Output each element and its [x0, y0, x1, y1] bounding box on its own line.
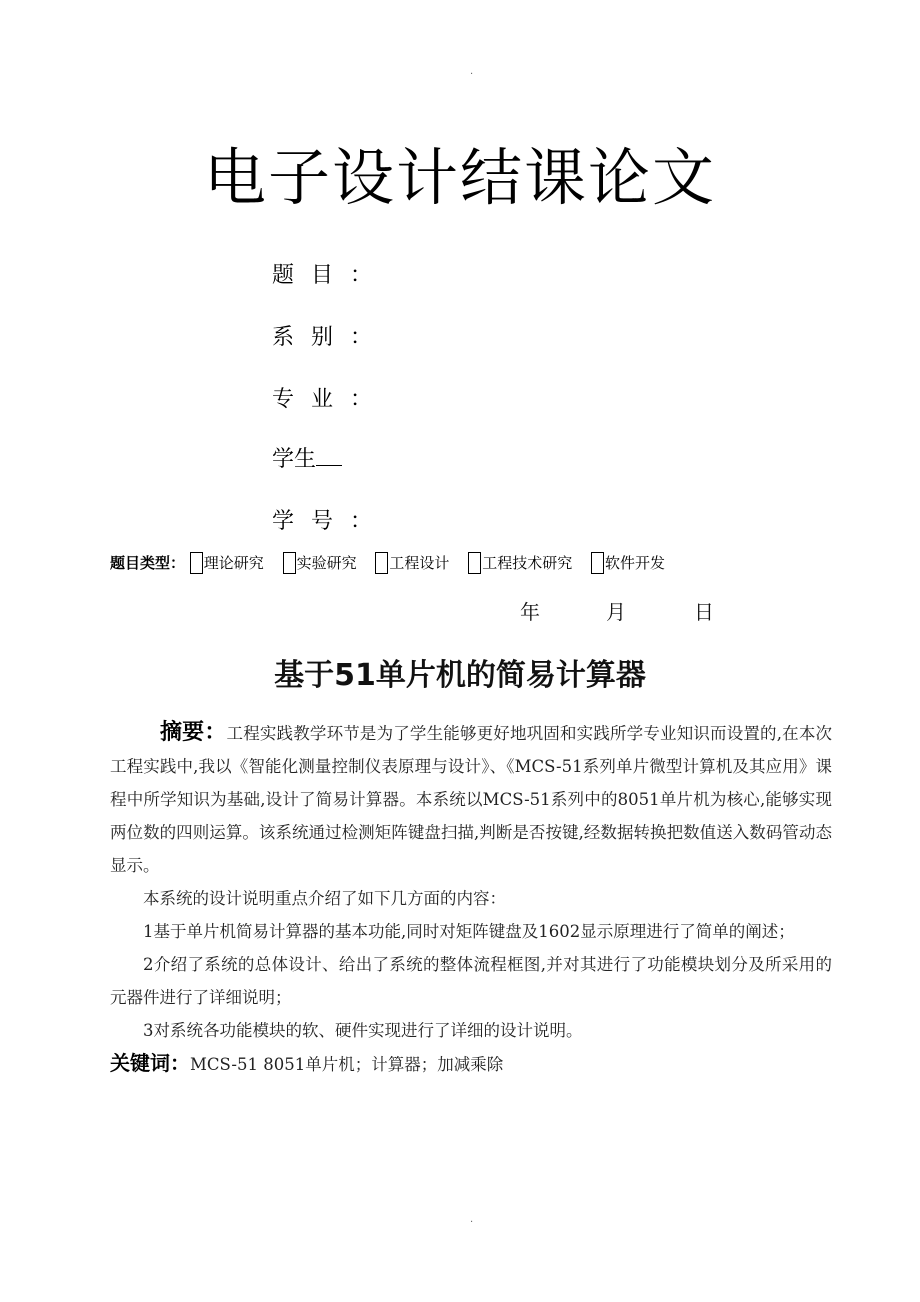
checkbox-icon[interactable] [591, 552, 604, 574]
design-point-1: 1基于单片机简易计算器的基本功能,同时对矩阵键盘及1602显示原理进行了简单的阐述； [143, 922, 795, 941]
checkbox-icon[interactable] [375, 552, 388, 574]
page-marker-bottom: . [470, 1214, 474, 1225]
cover-title: 电子设计结课论文 [203, 141, 716, 214]
design-point-3: 3对系统各功能模块的软、硬件实现进行了详细的设计说明。 [143, 1021, 583, 1040]
date-year: 年 [520, 600, 540, 624]
date-month: 月 [606, 600, 626, 624]
checkbox-icon[interactable] [190, 552, 203, 574]
topic-type-row [110, 552, 679, 574]
type-option-software[interactable]: 软件开发 [591, 552, 665, 574]
field-major: 专业： [272, 387, 372, 412]
keywords-line [110, 1047, 832, 1081]
design-point-2: 2介绍了系统的总体设计、给出了系统的整体流程框图,并对其进行了功能模块划分及所采用的元器件进行了详细说明； [110, 955, 832, 1007]
topic-type-label: 题目类型： [110, 554, 186, 572]
type-option-theory[interactable]: 理论研究 [190, 552, 264, 574]
field-department: 系别： [272, 325, 372, 350]
type-option-experiment[interactable]: 实验研究 [283, 552, 357, 574]
student-blank [316, 447, 342, 466]
keywords-label: 关键词： [110, 1051, 190, 1075]
abstract-section [110, 716, 832, 1081]
field-student: 学生 [272, 442, 342, 473]
type-option-engineering-design[interactable]: 工程设计 [375, 552, 449, 574]
type-option-engineering-tech[interactable]: 工程技术研究 [468, 552, 572, 574]
design-intro-paragraph: 本系统的设计说明重点介绍了如下几方面的内容： [143, 889, 506, 908]
checkbox-icon[interactable] [468, 552, 481, 574]
date-day: 日 [694, 600, 714, 624]
field-topic: 题目： [272, 263, 372, 288]
keywords-text: MCS-51 8051单片机；计算器；加减乘除 [190, 1055, 504, 1074]
abstract-paragraph: 摘要：工程实践教学环节是为了学生能够更好地巩固和实践所学专业知识而设置的,在本次工程实践中,我以《智能化测量控制仪表原理与设计》、《MCS-51系列单片微型计算机及其应用》课程中所学知识为基础,设计了简易计算器。本系统以MCS-51系列中的8051单片机为核心,能够实现两位数的四则运算。该系统通过检测矩阵键盘扫描,判断是否按键,经数据转换把数值送入数码管动态显示。 [110, 720, 832, 875]
abstract-label: 摘要： [160, 720, 227, 745]
field-student-id: 学号： [272, 509, 372, 534]
paper-title: 基于51单片机的简易计算器 [274, 658, 646, 693]
checkbox-icon[interactable] [283, 552, 296, 574]
page-marker-top: . [470, 66, 474, 77]
